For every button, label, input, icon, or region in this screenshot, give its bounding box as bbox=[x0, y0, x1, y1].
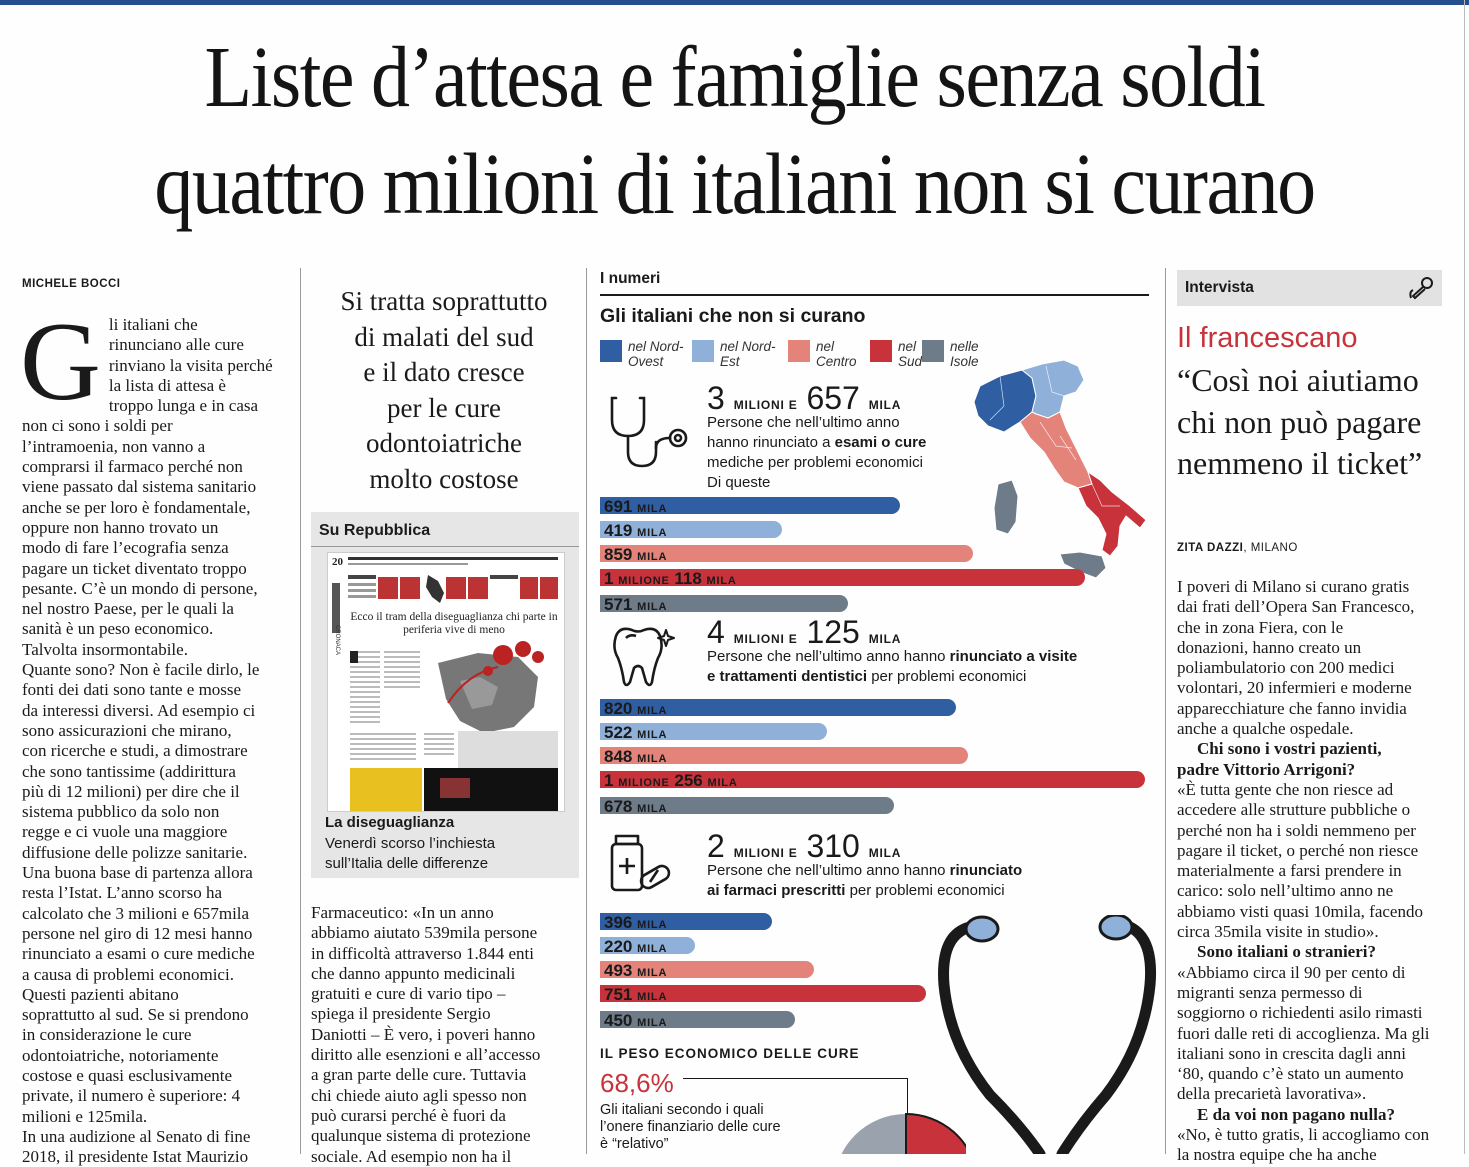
article-line: «No, è tutto gratis, li accogliamo con bbox=[1177, 1125, 1430, 1145]
interview-title-line: “Così noi aiutiamo bbox=[1177, 362, 1419, 398]
pullquote-line: di malati del sud bbox=[354, 321, 534, 352]
intervista-bar bbox=[1177, 270, 1442, 306]
article-line: può curarsi perché è fuori da bbox=[311, 1105, 506, 1125]
article-line: la lista di attesa è bbox=[108, 375, 226, 395]
article-line: modo di fare l’ecografia senza bbox=[22, 538, 229, 558]
article-line: calcolato che 3 milioni e 657mila bbox=[22, 903, 250, 923]
bar-label: 571 MILA bbox=[604, 595, 668, 614]
section-description: Persone che nell’ultimo anno hanno rinunciato a esami o cure mediche per problemi economici Di queste bbox=[707, 414, 927, 491]
article-line: dai frati dell’Opera San Francesco, bbox=[1177, 597, 1415, 617]
bar-label: 820 MILA bbox=[604, 699, 668, 718]
pullquote bbox=[306, 284, 582, 497]
interview-byline: ZITA DAZZI, MILANO bbox=[1177, 542, 1298, 554]
article-line: pesante. C’è un mondo di persone, bbox=[22, 578, 258, 598]
bar-label: 396 MILA bbox=[604, 913, 668, 932]
headline-line-2: quattro milioni di italiani non si curano bbox=[154, 134, 1315, 232]
article-line: che in zona Fiera, con le bbox=[1177, 617, 1344, 637]
thumbnail-graphic bbox=[328, 553, 564, 811]
interview-body bbox=[1177, 577, 1453, 1166]
section-description: Persone che nell’ultimo anno hanno rinunciato ai farmaci prescritti per problemi economici bbox=[707, 862, 1023, 899]
bar-label: 678 MILA bbox=[604, 797, 668, 816]
main-byline: MICHELE BOCCI bbox=[22, 278, 121, 290]
article-line: li italiani che bbox=[108, 315, 198, 334]
divider bbox=[311, 546, 579, 547]
article-line: spiega il presidente Sergio bbox=[311, 1004, 491, 1024]
article-line: accedere alle strutture pubbliche o bbox=[1177, 800, 1411, 820]
article-line: Quante sono? Non è facile dirlo, le bbox=[22, 660, 260, 680]
legend-label: nel Nord- Ovest bbox=[628, 339, 684, 369]
article-line: più di 12 milioni) per dire che il bbox=[22, 781, 240, 801]
article-line: Una buona base di partenza allora bbox=[22, 863, 253, 883]
article-line: costose e quasi esclusivamente bbox=[22, 1065, 233, 1085]
peso-description: Gli italiani secondo i quali l’onere finanziario delle cure è “relativo” bbox=[600, 1102, 781, 1152]
pullquote-line: e il dato cresce bbox=[363, 357, 525, 387]
infographic-title: Gli italiani che non si curano bbox=[600, 305, 866, 327]
legend bbox=[600, 338, 1000, 374]
bar-label: 419 MILA bbox=[604, 521, 668, 540]
article-line: la nostra equipe che ha anche bbox=[1177, 1145, 1377, 1165]
section-description: Persone che nell’ultimo anno hanno rinunciato a visite e trattamenti dentistici per problemi economici bbox=[707, 648, 1078, 685]
map-sud bbox=[1078, 472, 1146, 556]
interview-question: Chi sono i vostri pazienti, bbox=[1197, 739, 1382, 759]
article-line: pagare un ticket diventato troppo bbox=[22, 558, 247, 578]
kicker-rule bbox=[600, 294, 1149, 296]
main-article-text bbox=[20, 300, 294, 1167]
section-total: 4 MILIONI E 125 MILA bbox=[707, 614, 902, 650]
article-line: troppo lunga e in casa bbox=[108, 396, 259, 416]
article-line: rinviano la visita perché bbox=[108, 355, 273, 375]
bar-label: 522 MILA bbox=[604, 723, 668, 742]
article-line: 2018, il presidente Istat Maurizio bbox=[22, 1147, 249, 1167]
article-line: abbiamo visti quasi 10mila, facendo bbox=[1177, 901, 1423, 921]
article-line: in considerazione le cure bbox=[22, 1025, 192, 1045]
article-line: diritto alle esenzioni e all’accesso bbox=[311, 1045, 541, 1065]
article-line: Talvolta insormontabile. bbox=[22, 639, 188, 659]
svg-text:20: 20 bbox=[332, 556, 343, 568]
article-line: migranti senza permesso di bbox=[1177, 982, 1363, 1002]
article-line: comprarsi il farmaco perché non bbox=[22, 457, 243, 477]
article-line: che danno appunto medicinali bbox=[311, 963, 516, 983]
article-line: private, il numero è superiore: 4 bbox=[22, 1086, 241, 1106]
bar-label: 848 MILA bbox=[604, 747, 668, 766]
pullquote-line: Si tratta soprattutto bbox=[340, 286, 548, 316]
stethoscope-icon bbox=[606, 392, 696, 472]
interview-question: Sono italiani o stranieri? bbox=[1197, 942, 1376, 962]
map-centro bbox=[1020, 412, 1092, 488]
article-line: qualunque sistema di protezione bbox=[311, 1126, 531, 1146]
article-line: gratuiti e cure di vario tipo – bbox=[311, 984, 506, 1004]
article-line: con ricerche e studi, a dimostrare bbox=[22, 741, 248, 761]
newspaper-thumbnail[interactable] bbox=[327, 552, 565, 812]
article-line: rinunciato a esami o cure mediche bbox=[22, 944, 255, 964]
bar-label: 220 MILA bbox=[604, 937, 668, 956]
article-line: circa 35mila visite in studio». bbox=[1177, 922, 1379, 942]
article-line: regge e ci vuole una maggiore bbox=[22, 822, 228, 842]
headline-line-1: Liste d’attesa e famiglie senza soldi bbox=[204, 27, 1265, 125]
column-rule bbox=[586, 268, 587, 1154]
interview-title-line: nemmeno il ticket” bbox=[1177, 445, 1423, 481]
peso-title: IL PESO ECONOMICO DELLE CURE bbox=[600, 1046, 860, 1061]
su-repubblica-box[interactable] bbox=[311, 512, 579, 878]
peso-pie-chart bbox=[826, 1106, 966, 1154]
article-line: diffusione delle polizze sanitarie. bbox=[22, 842, 248, 862]
bar-label: 691 MILA bbox=[604, 497, 668, 516]
article-line: perché non ha i soldi nemmeno per bbox=[1177, 820, 1416, 840]
article-line: che sono tantissime (addirittura bbox=[22, 761, 236, 781]
article-line: chi chiede aiuto agli spesso non bbox=[311, 1085, 527, 1105]
bar-label: 751 MILA bbox=[604, 985, 668, 1004]
article-line: poliambulatorio con 200 medici bbox=[1177, 658, 1395, 678]
svg-text:CRONACA: CRONACA bbox=[334, 625, 340, 656]
article-line: materialmente a farsi prendere in bbox=[1177, 861, 1402, 881]
article-line: abbiamo aiutato 539mila persone bbox=[311, 923, 538, 943]
article-line: sanità è un peso economico. bbox=[22, 619, 214, 639]
pullquote-line: odontoiatriche bbox=[366, 428, 522, 458]
article-line: Farmaceutico: «In un anno bbox=[311, 903, 494, 922]
interview-kicker: Il francescano bbox=[1177, 322, 1358, 354]
article-line: nel nostro Paese, per le quali la bbox=[22, 599, 234, 619]
bar-label: 1 MILIONE 256 MILA bbox=[604, 771, 738, 790]
article-line: volontari, 20 infermieri e moderne bbox=[1177, 678, 1412, 698]
article-line: l’intramoenia, non vanno a bbox=[22, 436, 206, 456]
article-line: pagare il ticket, o perché non riesce bbox=[1177, 840, 1419, 860]
intervista-tag: Intervista bbox=[1185, 279, 1254, 296]
article-line: «È tutta gente che non riesce ad bbox=[1177, 779, 1394, 799]
legend-swatch bbox=[870, 340, 892, 362]
infographic-kicker: I numeri bbox=[600, 270, 661, 287]
pullquote-line: molto costose bbox=[369, 463, 519, 494]
interview-title bbox=[1177, 360, 1422, 485]
article-line: sono assicurazioni che mirano, bbox=[22, 720, 232, 740]
col2-article-text bbox=[311, 903, 583, 1167]
legend-swatch bbox=[922, 340, 944, 362]
legend-label: nel Sud bbox=[898, 339, 923, 369]
article-line: In una audizione al Senato di fine bbox=[22, 1126, 251, 1146]
article-line: sistema pubblico da solo non bbox=[22, 802, 220, 822]
main-article-body bbox=[20, 300, 294, 1167]
article-line: della precarietà lavorativa». bbox=[1177, 1084, 1367, 1104]
article-line: fuori dalle reti di accoglienza. Ma gli bbox=[1177, 1023, 1430, 1043]
article-line: Daniotti – È vero, i poveri hanno bbox=[311, 1024, 536, 1044]
legend-swatch bbox=[692, 340, 714, 362]
interview-title-line: chi non può pagare bbox=[1177, 403, 1422, 440]
interview-question: E da voi non pagano nulla? bbox=[1197, 1104, 1395, 1124]
legend-label: nel Nord- Est bbox=[720, 339, 776, 369]
map-sardegna bbox=[994, 480, 1018, 534]
italy-map bbox=[960, 356, 1160, 586]
article-line: soprattutto al sud. Se si prendono bbox=[22, 1005, 249, 1025]
article-line: «Abbiamo circa il 90 per cento di bbox=[1177, 962, 1406, 982]
article-line: persone nel giro di 12 mesi hanno bbox=[22, 923, 253, 943]
dropcap: G bbox=[20, 300, 101, 424]
article-line: anche se per loro è fondamentale, bbox=[22, 497, 251, 517]
bar-label: 859 MILA bbox=[604, 545, 668, 564]
section-total: 2 MILIONI E 310 MILA bbox=[707, 828, 902, 864]
article-line: ‘80, quando c’è stato un aumento bbox=[1177, 1064, 1404, 1084]
article-line: Questi pazienti abitano bbox=[22, 984, 179, 1004]
page-edge bbox=[1464, 0, 1465, 1154]
peso-leader-line bbox=[683, 1078, 908, 1079]
su-repubblica-caption-title: La diseguaglianza bbox=[325, 814, 455, 831]
column-rule bbox=[1165, 268, 1166, 1154]
article-line: in difficoltà attraverso 1.844 enti bbox=[311, 943, 534, 963]
su-repubblica-caption: Venerdì scorso l’inchiesta sull’Italia delle differenze bbox=[325, 835, 496, 872]
article-line: italiani sono in crescita dagli anni bbox=[1177, 1043, 1406, 1063]
bar-label: 493 MILA bbox=[604, 961, 668, 980]
article-line: apparecchiature che fanno invidia bbox=[1177, 698, 1407, 718]
legend-swatch bbox=[788, 340, 810, 362]
article-line: fonti dei dati sono tante e mosse bbox=[22, 680, 242, 700]
section-total: 3 MILIONI E 657 MILA bbox=[707, 380, 902, 416]
article-line: donazioni, hanno creato un bbox=[1177, 637, 1362, 657]
article-line: rinunciano alle cure bbox=[108, 335, 244, 355]
peso-percent: 68,6% bbox=[600, 1068, 674, 1098]
article-line: odontoiatriche, notoriamente bbox=[22, 1045, 219, 1065]
bar-label: 450 MILA bbox=[604, 1011, 668, 1030]
article-line: carico: solo nell’ultimo anno ne bbox=[1177, 881, 1394, 901]
bar-label: 1 MILIONE 118 MILA bbox=[604, 569, 737, 588]
pullquote-line: per le cure bbox=[387, 392, 501, 423]
article-line: da interessi diversi. Ad esempio ci bbox=[22, 700, 256, 720]
legend-swatch bbox=[600, 340, 622, 362]
legend-label: nel Centro bbox=[816, 339, 857, 369]
article-line: anche a qualche ospedale. bbox=[1177, 719, 1354, 739]
article-line: non ci sono i soldi per bbox=[22, 416, 173, 436]
article-line: viene passato dal sistema sanitario bbox=[22, 477, 257, 497]
medicine-bottle-icon bbox=[606, 832, 676, 898]
microphone-icon bbox=[1409, 276, 1435, 300]
article-line: resta l’Istat. L’anno scorso ha bbox=[22, 883, 223, 903]
article-line: milioni e 125mila. bbox=[22, 1106, 148, 1126]
article-line: I poveri di Milano si curano gratis bbox=[1177, 577, 1410, 596]
su-repubblica-label: Su Repubblica bbox=[319, 522, 431, 539]
article-line: oppure non hanno trovato un bbox=[22, 517, 219, 537]
thumbnail-title: Ecco il tram della diseguaglianza chi parte in periferia vive di meno bbox=[350, 611, 558, 636]
article-line: a gran parte delle cure. Tuttavia bbox=[311, 1065, 527, 1085]
column-rule bbox=[300, 268, 301, 1154]
interview-question: padre Vittorio Arrigoni? bbox=[1177, 759, 1356, 779]
legend-label: nelle Isole bbox=[950, 339, 979, 369]
article-line: sociale. Ad esempio non ha il bbox=[311, 1146, 512, 1166]
top-color-bar bbox=[0, 0, 1469, 5]
article-line: soggiorno o richiedenti asilo rimasti bbox=[1177, 1003, 1423, 1023]
article-line: a causa di problemi economici. bbox=[22, 964, 234, 984]
tooth-icon bbox=[606, 624, 676, 690]
